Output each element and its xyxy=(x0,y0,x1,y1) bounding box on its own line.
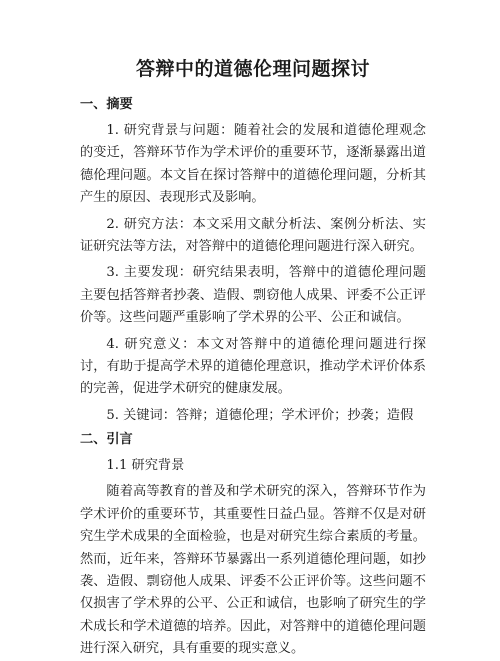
abstract-paragraph: 1. 研究背景与问题：随着社会的发展和道德伦理观念的变迁，答辩环节作为学术评价的重要环节，逐渐暴露出道德伦理问题。本文旨在探讨答辩中的道德伦理问题，分析其产生的原因、表现形式及影响。 xyxy=(80,123,426,206)
introduction-paragraph: 随着高等教育的普及和学术研究的深入，答辩环节作为学术评价的重要环节，其重要性日益凸显。答辩不仅是对研究生学术成果的全面检验，也是对研究生综合素质的考量。然而，近年来，答辩环节暴露出一系列道德伦理问题，如抄袭、造假、剽窃他人成果、评委不公正评价等。这些问题不仅损害了学术界的公平、公正和诚信，也影响了研究生的学术成长和学术道德的培养。因此，对答辩中的道德伦理问题进行深入研究，具有重要的现实意义。 xyxy=(80,484,426,657)
abstract-paragraph: 3. 主要发现：研究结果表明，答辩中的道德伦理问题主要包括答辩者抄袭、造假、剽窃他人成果、评委不公正评价等。这些问题严重影响了学术界的公平、公正和诚信。 xyxy=(80,265,426,326)
abstract-paragraph: 4. 研究意义：本文对答辩中的道德伦理问题进行探讨，有助于提高学术界的道德伦理意识，推动学术评价体系的完善，促进学术研究的健康发展。 xyxy=(80,336,426,397)
section-heading-abstract: 一、摘要 xyxy=(80,97,133,112)
document-title: 答辩中的道德伦理问题探讨 xyxy=(135,58,370,80)
abstract-paragraph: 2. 研究方法：本文采用文献分析法、案例分析法、实证研究法等方法，对答辩中的道德伦理问题进行深入研究。 xyxy=(80,216,426,255)
section-heading-introduction: 二、引言 xyxy=(80,432,133,448)
subsection-heading-background: 1.1 研究背景 xyxy=(106,458,185,474)
keywords-paragraph: 5. 关键词：答辩；道德伦理；学术评价；抄袭；造假 xyxy=(106,407,414,423)
